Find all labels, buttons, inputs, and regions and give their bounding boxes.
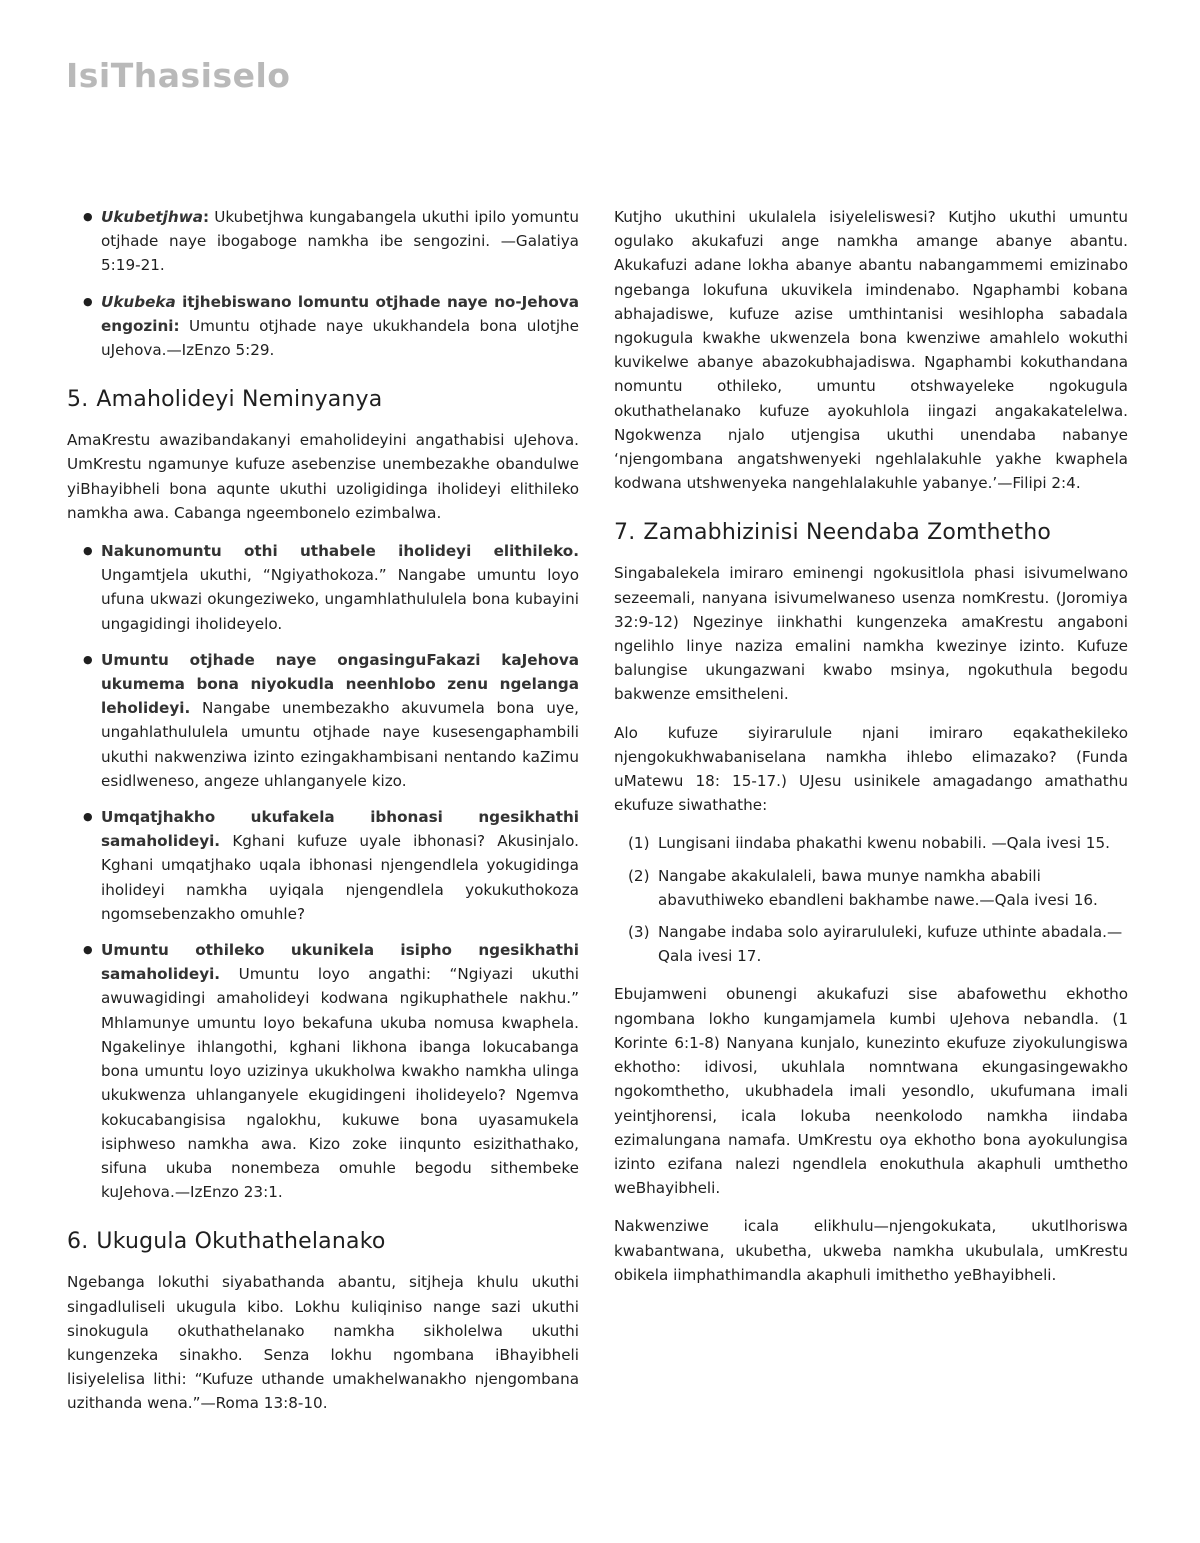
list-item: [101, 648, 579, 793]
bullet-text: Ungamtjela ukuthi, “Ngiyathokoza.” Nangabe umuntu loyo ufuna ukwazi okungeziweko, ungamhlathululela bona kubayini ungagidingi iholideyelo.: [101, 566, 579, 633]
step-number: (3): [628, 923, 650, 942]
list-item: [101, 205, 579, 278]
step-number: (2): [628, 866, 650, 885]
list-item: [101, 539, 579, 636]
steps-list: [614, 831, 1128, 968]
left-column: [67, 205, 579, 1430]
top-bullet-list: [67, 205, 579, 362]
bullet-lead-rest: :: [202, 208, 210, 226]
section-intro: AmaKrestu awazibandakanyi emaholideyini angathabisi uJehova. UmKrestu ngamunye kufuze asebenzise unembezakhe obandulwe yiBhayibheli bona aqunte ukuthi uzoligidinga iholideyi elithileko namkha awa. Cabanga ngeembonelo ezimbalwa.: [67, 431, 579, 522]
section-paragraph: Kutjho ukuthini ukulalela isiyeleliswesi? Kutjho ukuthi umuntu ogulako akukafuzi ange namkha amange abanye abantu. Akukafuzi adane lokha abanye abantu nabangammemi emizinabo ngebanga lokufuna ukuvikela imindenabo. Ngaphambi kobana abhajadiswe, kufuze azise umthintanisi wesihlopha sabadala ngokugula kwakhe ukwenzela bona kwenziwe amahlelo wokuthi kuvikelwe abanye abazokubhajadiswa. Ngaphambi kokuthandana nomuntu othileko, umuntu otshwayeleke ngokugula okuthathelanako kufuze ayokuhlola iingazi angakakatelelwa. Ngokwenza njalo utjengisa ukuthi unendaba nabanye ‘njengombana angatshwenyeki ngehlalakuhle yakhe kwaphela kodwana utshwenyeka nangehlalakuhle yabanye.’—Filipi 2:4.: [614, 208, 1128, 493]
section-paragraph: Ngebanga lokuthi siyabathanda abantu, sitjheja khulu ukuthi singadluliseli ukugula kibo. Lokhu kuliqiniso nange sazi ukuthi sinokugula okuthathelanako namkha sikholelwa ukuthi kungenzeka sinakho. Senza lokhu ngombana iBhayibheli lisiyelelisa lithi: “Kufuze uthande umakhelwanakho njengombana uzithanda wena.”—Roma 13:8-10.: [67, 1273, 579, 1413]
bullet-lead-rest: itjhebiswano lomuntu otjhade naye no-Jehova engozini:: [101, 292, 579, 335]
list-item: [101, 805, 579, 926]
bullet-lead: Umuntu otjhade naye ongasinguFakazi kaJehova ukumema bona niyokudla neenhlobo zenu ngelanga leholideyi.: [101, 650, 579, 718]
bullet-text: Ukubetjhwa kungabangela ukuthi ipilo yomuntu otjhade naye ibogaboge namkha ibe sengozini. —Galatiya 5:19-21.: [101, 208, 579, 275]
step-text: Nangabe akakulaleli, bawa munye namkha ababili abavuthiweko ebandleni bakhambe nawe.—Qala ivesi 16.: [658, 866, 1098, 909]
bullet-text: Umuntu loyo angathi: “Ngiyazi ukuthi awuwagidingi amaholideyi kodwana ngikuphathele nakhu.” Mhlamunye umuntu loyo bekafuna ukuba nomusa kwaphela. Ngakelinye ihlangothi, kghani likhona ibanga lokucabanga bona umuntu loyo uzizinya ukukholwa kwakho namkha ulinga ukukwenza uhlanganyele ekugidingeni iholideyelo? Ngemva kokucabangisisa ngalokhu, kukuwe bona uyasamukela isiphweso namkha awa. Kizo zoke iinqunto esizithathako, sifuna ukuba nonembeza omuhle begodu sithembeke kuJehova.—IzEnzo 23:1.: [101, 965, 579, 1202]
section-paragraph: Singabalekela imiraro eminengi ngokusitlola phasi isivumelwano sezeemali, nanyana isivumelwaneso usenza nomKrestu. (Joromiya 32:9-12) Ngezinye iinkhathi kungenzeka amaKrestu angaboni ngelihlo linye naziza emalini namkha kwezinye izinto. Kufuze balungise ukungazwani kwabo msinya, ngokuthula begodu bakwenze emsitheleni.: [614, 564, 1128, 704]
list-item: [628, 831, 1128, 855]
section-paragraph: Ebujamweni obunengi akukafuzi sise abafowethu ekhotho ngombana lokho kungamjamela kumbi uJehova nebandla. (1 Korinte 6:1-8) Nanyana kunjalo, kunezinto ekufuze ziyokulungiswa ekhotho: idivosi, ukuhlala nomntwana ekungasingewakho ngokomthetho, ukubhadela imali yesondlo, ukufumana imali yeintjhorensi, icala lokuba neenkolodo namkha iindaba ezimalungana namafa. UmKrestu oya ekhotho bona ayokulungisa izinto ezifana nalezi ngendlela enokuthula akaphuli umthetho weBhayibheli.: [614, 985, 1128, 1198]
bullet-lead: Umqatjhakho ukufakela ibhonasi ngesikhathi samaholideyi.: [101, 808, 579, 851]
step-number: (1): [628, 834, 650, 853]
bullet-text: Nangabe unembezakho akuvumela bona uye, ungahlathululela umuntu otjhade naye kusesengaphambili ukuthi nakwenziwa izinto ezingakhambisani nentando kaZimu esidlweneso, angeze uhlanganyele kizo.: [101, 699, 580, 790]
list-item: [101, 938, 579, 1204]
bullet-lead: [101, 208, 209, 226]
bullet-text: Umuntu otjhade naye ukukhandela bona ulotjhe uJehova.—IzEnzo 5:29.: [101, 316, 580, 360]
holiday-bullet-list: [67, 539, 579, 1204]
right-column: [614, 205, 1128, 1301]
list-item: [628, 920, 1128, 968]
section-heading: [614, 519, 1128, 547]
step-text: Nangabe indaba solo ayirarululeki, kufuze uthinte abadala.—Qala ivesi 17.: [658, 923, 1123, 966]
section-number: 5.: [67, 387, 89, 413]
section-title: Zamabhizinisi Neendaba Zomthetho: [643, 520, 1052, 546]
page-header-title: IsiThasiselo: [66, 56, 291, 95]
section-number: 6.: [67, 1229, 89, 1255]
bullet-lead-em: Ukubeka: [101, 292, 176, 311]
section-paragraph: Nakwenziwe icala elikhulu—njengokukata, ukutlhoriswa kwabantwana, ukubetha, ukweba namkha ukubulala, umKrestu obikela iimphathimandla akaphuli imithetho yeBhayibheli.: [614, 1217, 1128, 1284]
section-heading: [67, 386, 579, 414]
step-text: Lungisani iindaba phakathi kwenu nobabili. —Qala ivesi 15.: [658, 834, 1110, 853]
list-item: [628, 864, 1128, 912]
section-heading: [67, 1228, 579, 1256]
bullet-lead: Umuntu othileko ukunikela isipho ngesikhathi samaholideyi.: [101, 941, 579, 984]
section-number: 7.: [614, 520, 636, 546]
bullet-lead-em: Ukubetjhwa: [101, 208, 203, 226]
section-paragraph: Alo kufuze siyirarulule njani imiraro eqakathekileko njengokukhwabaniselana namkha ihlebo elimazako? (Funda uMatewu 18: 15-17.) UJesu usinikele amagadango amathathu ekufuze siwathathe:: [614, 723, 1128, 815]
bullet-lead: Nakunomuntu othi uthabele iholideyi elithileko.: [101, 542, 579, 561]
section-title: Ukugula Okuthathelanako: [96, 1229, 386, 1255]
bullet-text: Kghani kufuze uyale ibhonasi? Akusinjalo. Kghani umqatjhako uqala ibhonasi njengendlela yokugidinga iholideyi namkha uyiqala njengendlela yokukuthokoza ngomsebenzakho omuhle?: [101, 832, 579, 923]
list-item: [101, 290, 579, 363]
section-title: Amaholideyi Neminyanya: [96, 387, 383, 413]
